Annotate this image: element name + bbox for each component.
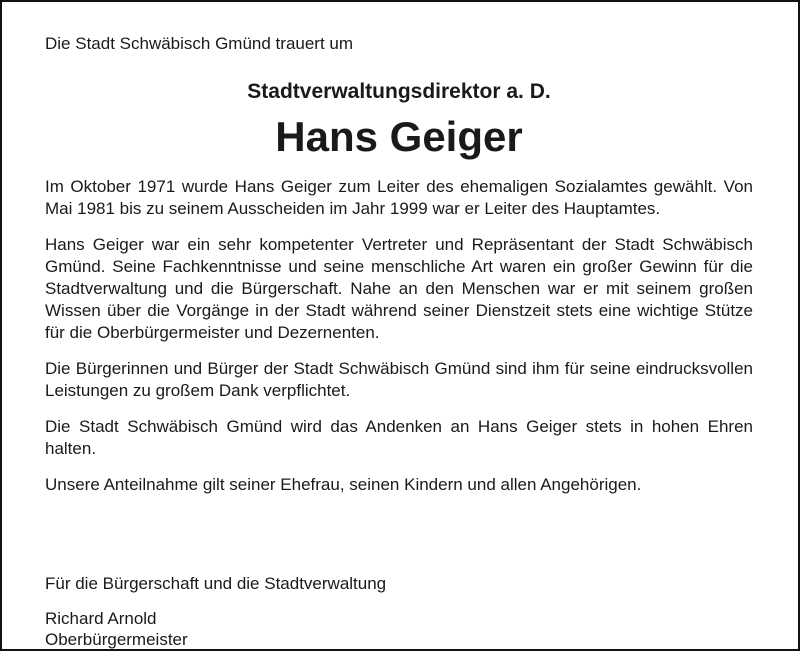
notice-title: Stadtverwaltungsdirektor a. D.: [247, 80, 551, 103]
notice-body: [45, 176, 753, 510]
paragraph-gratitude: Die Bürgerinnen und Bürger der Stadt Schwäbisch Gmünd sind ihm für seine eindrucksvollen Leistungen zu großem Dank verpflichtet.: [45, 359, 753, 400]
deceased-name: Hans Geiger: [275, 113, 523, 160]
obituary-notice: [45, 33, 753, 649]
paragraph-condolence: Unsere Anteilnahme gilt seiner Ehefrau, seinen Kindern und allen Angehörigen.: [45, 475, 642, 494]
intro-line: Die Stadt Schwäbisch Gmünd trauert um: [45, 34, 354, 53]
paragraph-tribute: Hans Geiger war ein sehr kompetenter Vertreter und Repräsentant der Stadt Schwäbisch Gmünd. Seine Fachkenntnisse und seine menschliche Art waren ein großer Gewinn für die Stadtverwaltung und die Bürgerschaft. Nahe an den Menschen war er mit seinem großen Wissen über die Vorgänge in der Stadt während seiner Dienstzeit stets eine wichtige Stütze für die Oberbürgermeister und Dezernenten.: [45, 235, 753, 342]
signature-block: [45, 573, 753, 650]
signer-name: Richard Arnold: [45, 609, 157, 628]
closing-line: Für die Bürgerschaft und die Stadtverwaltung: [45, 574, 387, 593]
paragraph-career: Im Oktober 1971 wurde Hans Geiger zum Leiter des ehemaligen Sozialamtes gewählt. Von Mai 1981 bis zu seinem Ausscheiden im Jahr 1999 war er Leiter des Hauptamtes.: [45, 177, 753, 218]
signer-role: Oberbürgermeister: [45, 630, 188, 649]
paragraph-remembrance: Die Stadt Schwäbisch Gmünd wird das Andenken an Hans Geiger stets in hohen Ehren halten.: [45, 417, 753, 458]
